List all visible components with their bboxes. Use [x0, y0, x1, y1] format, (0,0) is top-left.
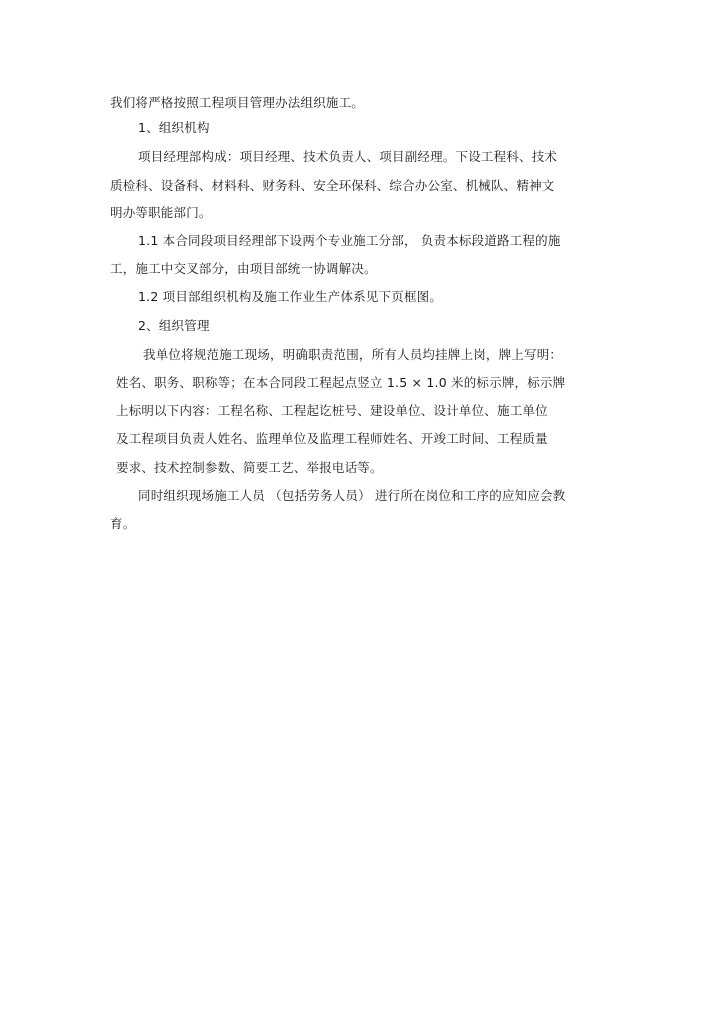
paragraph-1-2: 1.2 项目部组织机构及施工作业生产体系见下页框图。 — [138, 289, 443, 304]
paragraph-management-line-2: 姓名、职务、职称等；在本合同段工程起点竖立 1.5 × 1.0 米的标示牌，标示牌 — [116, 375, 566, 390]
paragraph-management-line-4: 及工程项目负责人姓名、监理单位及监理工程师姓名、开竣工时间、工程质量 — [116, 431, 548, 446]
paragraph-management-line-1: 我单位将规范施工现场，明确职责范围，所有人员均挂牌上岗，牌上写明： — [143, 347, 563, 362]
paragraph-1-1-line-1: 1.1 本合同段项目经理部下设两个专业施工分部， 负责本标段道路工程的施 — [138, 233, 561, 248]
paragraph-structure-line-1: 项目经理部构成：项目经理、技术负责人、项目副经理。下设工程科、技术 — [138, 149, 558, 164]
paragraph-management-line-5: 要求、技术控制参数、简要工艺、举报电话等。 — [116, 460, 383, 475]
paragraph-1-1-line-2: 工，施工中交叉部分，由项目部统一协调解决。 — [110, 261, 377, 276]
paragraph-structure-line-3: 明办等职能部门。 — [110, 205, 212, 220]
paragraph-intro-line: 我们将严格按照工程项目管理办法组织施工。 — [110, 95, 365, 110]
paragraph-management-line-3: 上标明以下内容：工程名称、工程起讫桩号、建设单位、设计单位、施工单位 — [116, 403, 548, 418]
heading-organization-structure: 1、组织机构 — [138, 120, 210, 135]
heading-organization-management: 2、组织管理 — [138, 318, 210, 333]
paragraph-structure-line-2: 质检科、设备科、材料科、财务科、安全环保科、综合办公室、机械队、精神文 — [110, 178, 555, 193]
paragraph-training-line-1: 同时组织现场施工人员 （包括劳务人员） 进行所在岗位和工序的应知应会教 — [138, 488, 566, 503]
paragraph-training-line-2: 育。 — [110, 516, 136, 531]
